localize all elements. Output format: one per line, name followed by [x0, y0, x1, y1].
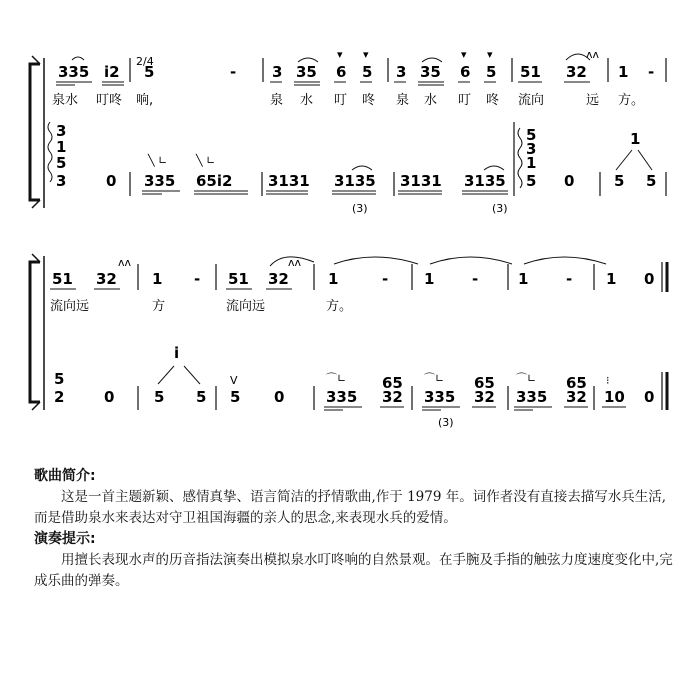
lyric: 泉 — [396, 93, 410, 108]
s1-m3-d: 5 — [362, 63, 373, 81]
s2-m6-b: - — [566, 270, 573, 288]
s1-acc-m3-b: 3135 — [334, 172, 376, 190]
lyric: 响, — [136, 93, 154, 108]
s2-acc-m3-a: 5 — [230, 388, 241, 406]
s2-rest: 0 — [104, 388, 115, 406]
svg-text:▾: ▾ — [363, 48, 369, 61]
s1-m3-c: 6 — [336, 63, 347, 81]
svg-text:V: V — [230, 374, 238, 387]
s1-acc-m6-a: 5 — [614, 172, 625, 190]
s1-m4-b: 35 — [420, 63, 441, 81]
intro-heading: 歌曲简介: — [34, 468, 96, 484]
svg-text:⌒∟: ⌒∟ — [326, 372, 347, 385]
s1-m3-b: 35 — [296, 63, 317, 81]
s2-m5-b: - — [472, 270, 479, 288]
s1-m3-a: 3 — [272, 63, 283, 81]
s1-m4-c: 6 — [460, 63, 471, 81]
s1-chord2-0: 5 — [526, 126, 537, 144]
s2-m1-a: 51 — [52, 270, 73, 288]
lyric: 叮咚 — [96, 93, 123, 108]
s2-acc-m3-b: 0 — [274, 388, 285, 406]
lyric: 泉水 — [52, 93, 79, 108]
lyric: 咚 — [486, 93, 500, 108]
s2-m2-a: 1 — [152, 270, 163, 288]
svg-text:ʌʌ: ʌʌ — [288, 256, 302, 269]
lyric: 咚 — [362, 93, 376, 108]
s2-acc-m2-top: i — [174, 344, 180, 362]
s2-m6-a: 1 — [518, 270, 529, 288]
s1-m4-d: 5 — [486, 63, 497, 81]
s1-triplet2: (3) — [492, 202, 508, 215]
s1-m5-a: 51 — [520, 63, 541, 81]
lyric: 方。 — [618, 93, 645, 108]
s2-triplet: (3) — [438, 416, 454, 429]
lyric: 叮 — [334, 93, 348, 108]
s2-acc-m4-a: 335 — [326, 388, 358, 406]
s1-chord1-1: 1 — [56, 138, 67, 156]
s1-chord1-2: 5 — [56, 154, 67, 172]
s2-m4-b: - — [382, 270, 389, 288]
s1-rest2: 0 — [564, 172, 575, 190]
s2-acc-m4-b: 65 — [382, 374, 403, 392]
lyric: 方 — [152, 299, 166, 314]
tips-paragraph: 用擅长表现水声的历音指法演奏出模拟泉水叮咚响的自然景观。在手腕及手指的触弦力度速度变化中,完成乐曲的弹奏。 — [34, 552, 673, 589]
s2-chord-0: 5 — [54, 370, 65, 388]
s2-m5-a: 1 — [424, 270, 435, 288]
lyric: 水 — [424, 93, 438, 108]
svg-text:▾: ▾ — [487, 48, 493, 61]
s1-chord1-0: 3 — [56, 122, 67, 140]
s1-m1-b: i2 — [104, 63, 120, 81]
s1-acc-m2-b: 65i2 — [196, 172, 233, 190]
song-intro — [34, 466, 674, 592]
lyric: 方。 — [326, 299, 353, 314]
s2-acc-m7-a: 10 — [604, 388, 625, 406]
s2-m4-a: 1 — [328, 270, 339, 288]
s1-m6-a: 1 — [618, 63, 629, 81]
lyric: 远 — [586, 93, 600, 108]
s1-m1-a: 335 — [58, 63, 90, 81]
s1-m6-b: - — [648, 63, 655, 81]
lyric: 流向 — [518, 93, 545, 108]
s1-acc-m4-b: 3135 — [464, 172, 506, 190]
s2-m3-b: 32 — [268, 270, 289, 288]
svg-text:╲ ∟: ╲ ∟ — [148, 154, 168, 167]
s1-chord1-3: 3 — [56, 172, 67, 190]
s2-acc-m5-b: 65 — [474, 374, 495, 392]
s1-m2-a: 5 — [144, 63, 155, 81]
s2-chord-1: 2 — [54, 388, 65, 406]
s1-acc-m6-b: 5 — [646, 172, 657, 190]
s1-acc-m3-a: 3131 — [268, 172, 310, 190]
intro-paragraph: 这是一首主题新颖、感情真挚、语言简洁的抒情歌曲,作于 1979 年。词作者没有直接去描写水兵生活,而是借助泉水来表达对守卫祖国海疆的亲人的思念,来表现水兵的爱情。 — [34, 489, 667, 526]
s1-m4-a: 3 — [396, 63, 407, 81]
tips-heading: 演奏提示: — [34, 531, 96, 547]
s1-rest1: 0 — [106, 172, 117, 190]
s2-acc-m2-b: 5 — [196, 388, 207, 406]
s2-acc-m2-a: 5 — [154, 388, 165, 406]
svg-text:ʌʌ: ʌʌ — [118, 256, 132, 269]
s1-m5-b: 32 — [566, 63, 587, 81]
lyric: 流向远 — [226, 299, 266, 314]
lyric: 泉 — [270, 93, 284, 108]
lyric: 叮 — [458, 93, 472, 108]
lyric: 水 — [300, 93, 314, 108]
svg-text:▾: ▾ — [461, 48, 467, 61]
s1-acc-m4-a: 3131 — [400, 172, 442, 190]
s1-acc-m2-a: 335 — [144, 172, 176, 190]
svg-text:⌒∟: ⌒∟ — [516, 372, 537, 385]
svg-text:⌒∟: ⌒∟ — [424, 372, 445, 385]
svg-text:⁝: ⁝ — [606, 374, 610, 387]
s1-m2-b: - — [230, 63, 237, 81]
s2-acc-m5-c: 32 — [474, 388, 495, 406]
s1-chord2-3: 5 — [526, 172, 537, 190]
s2-m7-b: 0 — [644, 270, 655, 288]
svg-text:╲ ∟: ╲ ∟ — [196, 154, 216, 167]
s1-chord2-2: 1 — [526, 154, 537, 172]
s2-acc-m6-a: 335 — [516, 388, 548, 406]
s1-triplet1: (3) — [352, 202, 368, 215]
svg-text:ʌʌ: ʌʌ — [586, 48, 600, 61]
s2-m1-b: 32 — [96, 270, 117, 288]
svg-text:▾: ▾ — [337, 48, 343, 61]
s1-chord2-1: 3 — [526, 140, 537, 158]
s1-timesig: 2/4 — [136, 55, 154, 68]
s2-m7-a: 1 — [606, 270, 617, 288]
s2-m3-a: 51 — [228, 270, 249, 288]
lyric: 流向远 — [50, 299, 90, 314]
s2-acc-m6-c: 32 — [566, 388, 587, 406]
s2-acc-m7-b: 0 — [644, 388, 655, 406]
s2-acc-m6-b: 65 — [566, 374, 587, 392]
s2-m2-b: - — [194, 270, 201, 288]
s2-acc-m5-a: 335 — [424, 388, 456, 406]
s2-acc-m4-c: 32 — [382, 388, 403, 406]
s1-acc-m6-top: 1 — [630, 130, 641, 148]
